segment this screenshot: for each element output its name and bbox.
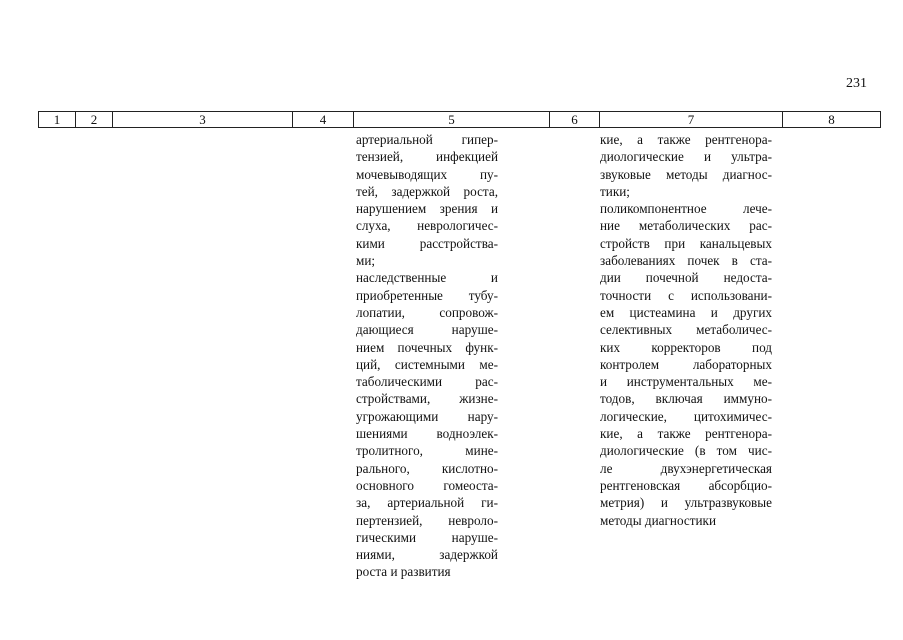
text-line: тики; [600,183,630,199]
text-line: ких корректоров под [600,339,772,355]
text-line: ние метаболических рас- [600,218,772,234]
text-line: наследственные и [356,270,498,286]
text-line: дии почечной недоста- [600,270,772,286]
text-line: ми; [356,253,376,269]
page-number: 231 [846,76,867,91]
text-line: диологические и ультра- [600,149,772,165]
text-line: ле двухэнергетическая [600,460,772,476]
column-7-text [600,131,772,529]
text-line: пертензией, невроло- [356,512,498,528]
text-line: приобретенные тубу- [356,287,498,303]
text-line: стройствами, жизне- [356,391,498,407]
text-line: контролем лабораторных [600,356,772,372]
text-line: кие, а также рентгенора- [600,132,772,147]
text-line: рального, кислотно- [356,460,498,476]
text-line: нием почечных функ- [356,339,498,355]
table-header-row [39,112,881,128]
column-number-2: 2 [76,112,113,128]
text-line: таболическими рас- [356,374,498,390]
text-line: тей, задержкой роста, [356,183,498,199]
column-5-text [356,131,498,581]
text-line: кие, а также рентгенора- [600,426,772,442]
text-line: селективных метаболичес- [600,322,772,338]
text-line: гическими наруше- [356,529,498,545]
column-number-4: 4 [293,112,354,128]
column-number-5: 5 [354,112,550,128]
text-line: метрия) и ультразвуковые [600,495,772,511]
column-number-3: 3 [113,112,293,128]
column-number-6: 6 [550,112,600,128]
column-number-8: 8 [783,112,881,128]
text-line: лопатии, сопровож- [356,304,498,320]
text-line: звуковые методы диагнос- [600,166,772,182]
text-line: шениями водноэлек- [356,426,498,442]
text-line: ниями, задержкой [356,547,498,563]
text-line: методы диагностики [600,512,717,528]
text-line: угрожающими нару- [356,408,498,424]
text-line: основного гомеоста- [356,477,498,493]
text-line: кими расстройства- [356,235,498,251]
text-line: ем цистеамина и других [600,304,772,320]
text-line: мочевыводящих пу- [356,166,498,182]
text-line: слуха, неврологичес- [356,218,498,234]
text-line: роста и развития [356,564,451,580]
text-line: артериальной гипер- [356,132,498,147]
column-number-header-row [38,111,881,128]
text-line: дающиеся наруше- [356,322,498,338]
column-number-1: 1 [39,112,76,128]
text-line: диологические (в том чис- [600,443,772,459]
text-line: тодов, включая иммуно- [600,391,772,407]
text-line: логические, цитохимичес- [600,408,772,424]
text-line: тензией, инфекцией [356,149,498,165]
text-line: тролитного, мине- [356,443,498,459]
text-line: поликомпонентное лече- [600,201,772,217]
text-line: ций, системными ме- [356,356,498,372]
text-line: заболеваниях почек в ста- [600,253,772,269]
text-line: за, артериальной ги- [356,495,498,511]
text-line: рентгеновская абсорбцио- [600,477,772,493]
text-line: и инструментальных ме- [600,374,772,390]
text-line: стройств при канальцевых [600,235,772,251]
text-line: точности с использовани- [600,287,772,303]
text-line: нарушением зрения и [356,201,498,217]
column-number-7: 7 [600,112,783,128]
